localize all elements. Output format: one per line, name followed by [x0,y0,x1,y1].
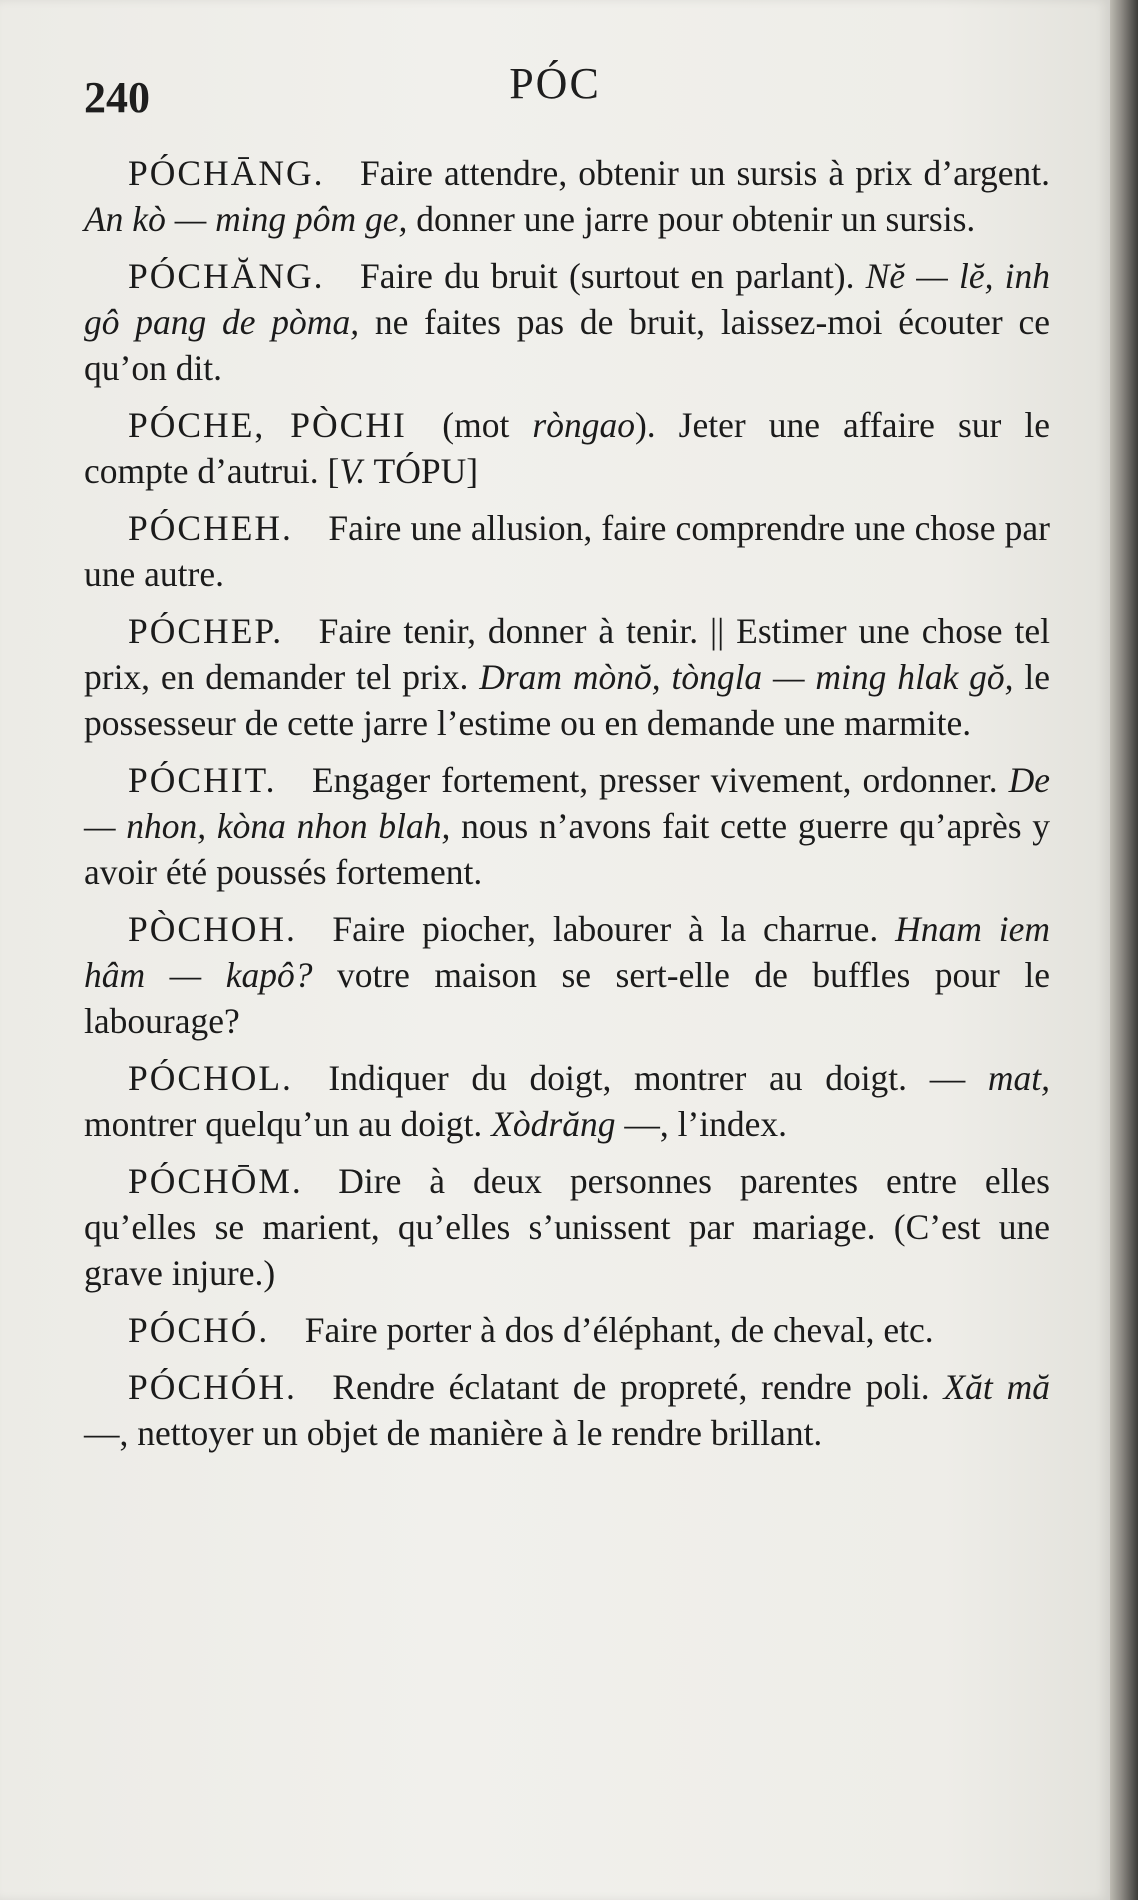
dictionary-entry [84,1055,1050,1147]
entry-example: Xòdrăng [491,1104,616,1144]
dictionary-entry [84,505,1050,597]
entry-text: le possesseur de cette jarre l’estime ou en demande une marmite. [84,657,1050,743]
dictionary-entries [84,150,1050,1467]
entry-example: Xăt mă [943,1367,1050,1407]
entry-text: ). Jeter une affaire sur le compte d’autrui. [ [84,405,1050,491]
entry-text: (mot [442,405,533,445]
page-gutter-edge [1110,0,1138,1900]
dictionary-entry [84,608,1050,746]
entry-headword: PÒCHOH. [128,909,297,949]
entry-headword: PÓCHE, PÒCHI [128,405,407,445]
dictionary-entry [84,402,1050,494]
entry-text: Faire piocher, labourer à la charrue. [332,909,896,949]
entry-headword: PÓCHOL. [128,1058,293,1098]
entry-text: donner une jarre pour obtenir un sursis. [407,199,976,239]
entry-text: Faire attendre, obtenir un sursis à prix d’argent. [359,153,1050,193]
entry-text: TÓPU] [365,451,479,491]
entry-text: Rendre éclatant de propreté, rendre poli. [332,1367,944,1407]
entry-headword: PÓCHŌM. [128,1161,303,1201]
entry-headword: PÓCHÓ. [128,1310,270,1350]
entry-headword: PÓCHIT. [128,760,277,800]
entry-text: —, l’index. [615,1104,787,1144]
entry-text: Faire porter à dos d’éléphant, de cheval, etc. [304,1310,934,1350]
entry-text: Engager fortement, presser vivement, ordonner. [311,760,1009,800]
entry-headword: PÓCHÓH. [128,1367,297,1407]
page-number: 240 [84,73,150,122]
running-title: PÓC [509,59,601,108]
entry-example: Dram mònŏ, tòngla — ming hlak gŏ, [479,657,1014,697]
entry-text: montrer quelqu’un au doigt. [84,1104,492,1144]
entry-example: ròngao [532,405,635,445]
entry-text: Faire tenir, donner à tenir. || Estimer une chose tel prix, en demander tel prix. [84,611,1050,697]
entry-text: votre maison se sert-elle de buffles pour le labourage? [84,955,1050,1041]
dictionary-entry [84,906,1050,1044]
dictionary-entry [84,1158,1050,1296]
entry-headword: PÓCHEP. [128,611,284,651]
entry-example: Hnam iem hâm — kapô? [84,909,1051,995]
entry-example: mat, [987,1058,1050,1098]
dictionary-entry [84,1364,1050,1456]
entry-text: Faire du bruit (surtout en parlant). [359,256,866,296]
entry-text: ne faites pas de bruit, laissez-moi écouter ce qu’on dit. [84,302,1050,388]
entry-example: Nĕ — lĕ, inh gô pang de pòma, [84,256,1050,342]
entry-headword: PÓCHĀNG. [128,153,325,193]
dictionary-entry [84,253,1050,391]
entry-text: Faire une allusion, faire comprendre une chose par une autre. [84,508,1050,594]
entry-headword: PÓCHEH. [128,508,293,548]
entry-text: Indiquer du doigt, montrer au doigt. — [328,1058,988,1098]
dictionary-entry [84,1307,1050,1353]
dictionary-entry [84,757,1050,895]
entry-example: An kò — ming pôm ge, [84,199,408,239]
entry-example: V. [339,451,366,491]
dictionary-entry [84,150,1050,242]
entry-text: —, nettoyer un objet de manière à le rendre brillant. [84,1413,823,1453]
entry-headword: PÓCHĂNG. [128,256,325,296]
entry-example: De — nhon, kòna nhon blah, [84,760,1050,846]
entry-text: Dire à deux personnes parentes entre elles qu’elles se marient, qu’elles s’unissent par mariage. (C’est une grave injure.) [84,1161,1050,1293]
entry-text: nous n’avons fait cette guerre qu’après y avoir été poussés fortement. [84,806,1051,892]
